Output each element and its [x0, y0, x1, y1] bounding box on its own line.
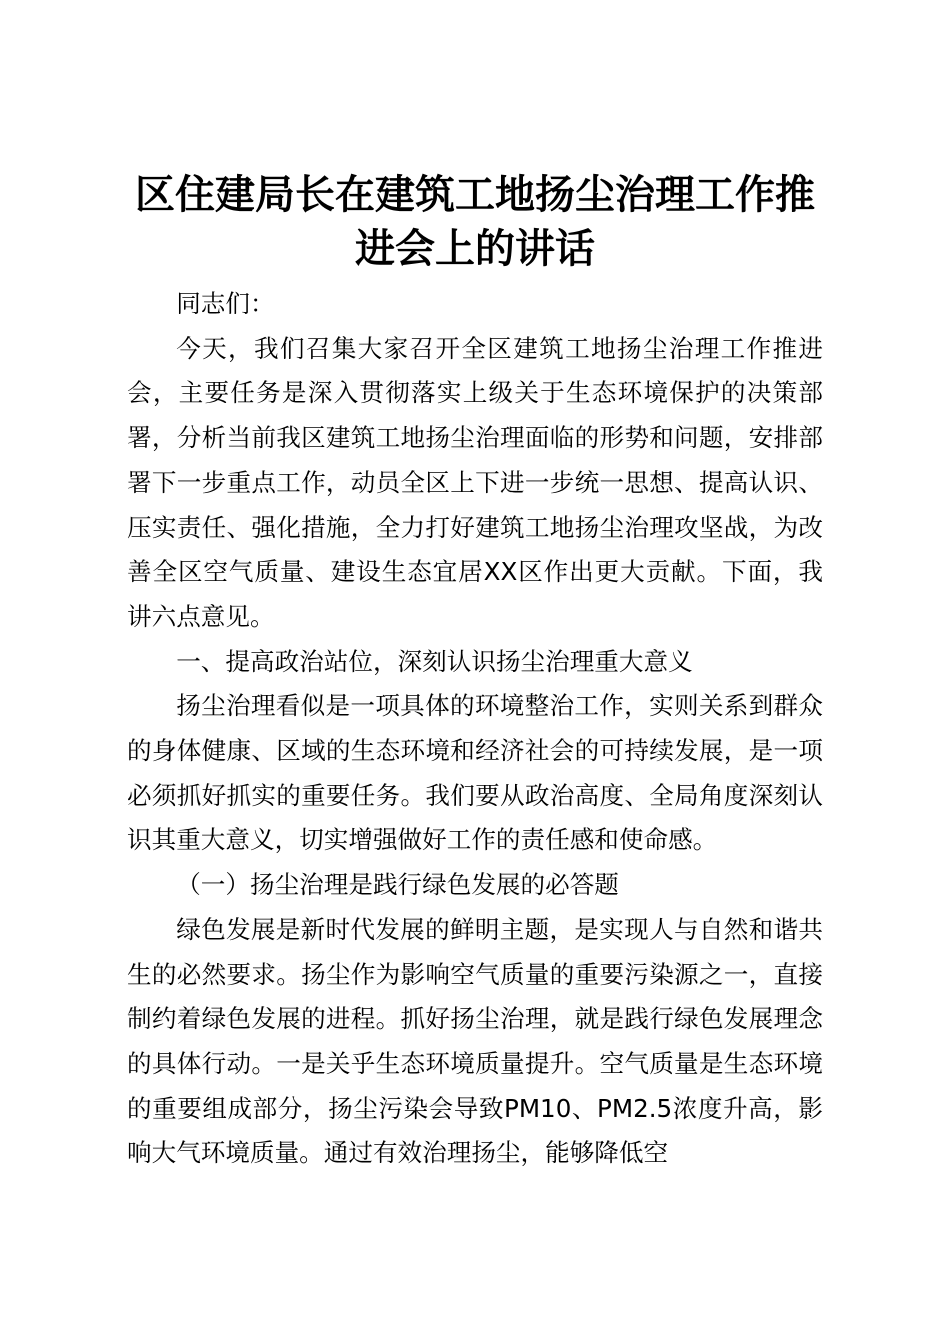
salutation: 同志们：	[176, 289, 275, 318]
subsection-heading: （一）扬尘治理是践行绿色发展的必答题	[176, 870, 619, 900]
body-paragraph: 扬尘治理看似是一项具体的环境整治工作，实则关系到群众的身体健康、区域的生态环境和经济社会的可持续发展，是一项必须抓好抓实的重要任务。我们要从政治高度、全局角度深刻认识其重大意义，切实增强做好工作的责任感和使命感。	[127, 691, 823, 855]
body-paragraph: 绿色发展是新时代发展的鲜明主题，是实现人与自然和谐共生的必然要求。扬尘作为影响空气质量的重要污染源之一，直接制约着绿色发展的进程。抓好扬尘治理，就是践行绿色发展理念的具体行动。一是关乎生态环境质量提升。空气质量是生态环境的重要组成部分，扬尘污染会导致PM10、PM2.5浓度升高，影响大气环境质量。通过有效治理扬尘，能够降低空	[127, 914, 823, 1168]
body-paragraph: 今天，我们召集大家召开全区建筑工地扬尘治理工作推进会，主要任务是深入贯彻落实上级关于生态环境保护的决策部署，分析当前我区建筑工地扬尘治理面临的形势和问题，安排部署下一步重点工作，动员全区上下进一步统一思想、提高认识、压实责任、强化措施，全力打好建筑工地扬尘治理攻坚战，为改善全区空气质量、建设生态宜居XX区作出更大贡献。下面，我讲六点意见。	[127, 333, 823, 631]
document-title: 区住建局长在建筑工地扬尘治理工作推进会上的讲话	[135, 171, 815, 272]
document-body	[127, 168, 823, 1176]
section-heading: 一、提高政治站位，深刻认识扬尘治理重大意义	[176, 646, 693, 676]
